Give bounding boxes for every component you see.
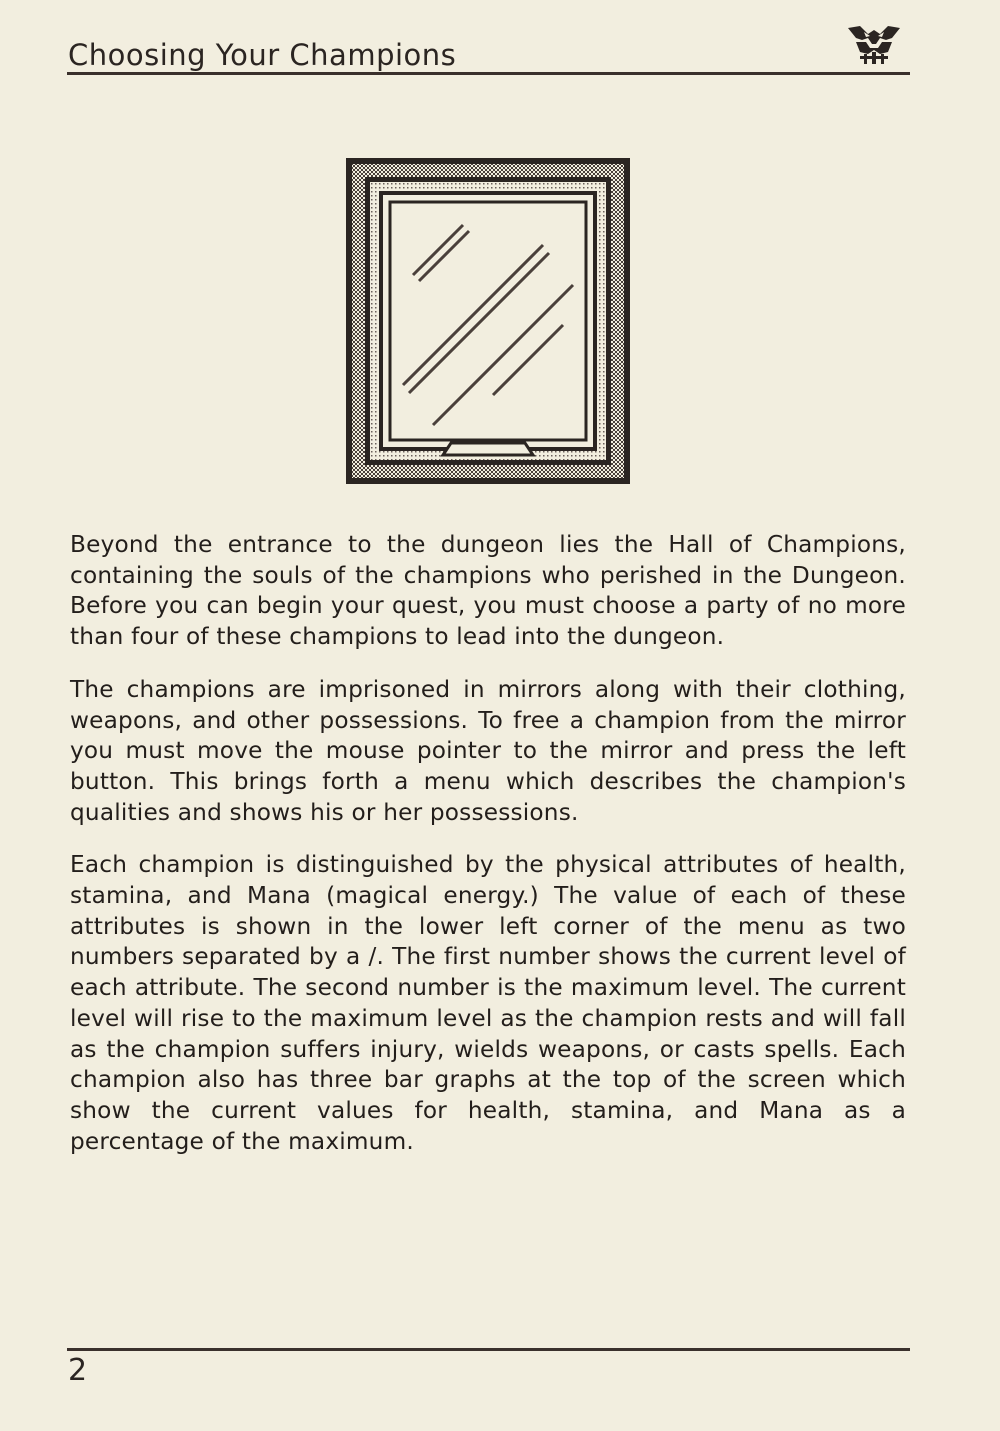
header-rule: [67, 72, 910, 75]
footer-rule: [67, 1348, 910, 1351]
page-title: Choosing Your Champions: [68, 38, 457, 72]
mirror-icon: [343, 155, 633, 487]
paragraph: The champions are imprisoned in mirrors along with their clothing, weapons, and other possessions. To free a champion from the mirror you must move the mouse pointer to the mirror and press the left button. This brings forth a menu which describes the champion's qualities and shows his or her possessions.: [70, 675, 906, 826]
winged-emblem-icon: [846, 24, 902, 66]
page-number: 2: [68, 1353, 88, 1388]
body-text: [70, 530, 906, 1179]
paragraph: Each champion is distinguished by the physical attributes of health, stamina, and Mana (magical energy.) The value of each of these attributes is shown in the lower left corner of the menu as two numbers separated by a /. The first number shows the current level of each attribute. The second number is the maximum level. The current level will rise to the maximum level as the champion rests and will fall as the champion suffers injury, wields weapons, or casts spells. Each champion also has three bar graphs at the top of the screen which show the current values for health, stamina, and Mana as a percentage of the maximum.: [70, 851, 906, 1155]
paragraph: Beyond the entrance to the dungeon lies the Hall of Champions, containing the souls of the champions who perished in the Dungeon. Before you can begin your quest, you must choose a party of no more than four of these champions to lead into the dungeon.: [70, 531, 906, 651]
